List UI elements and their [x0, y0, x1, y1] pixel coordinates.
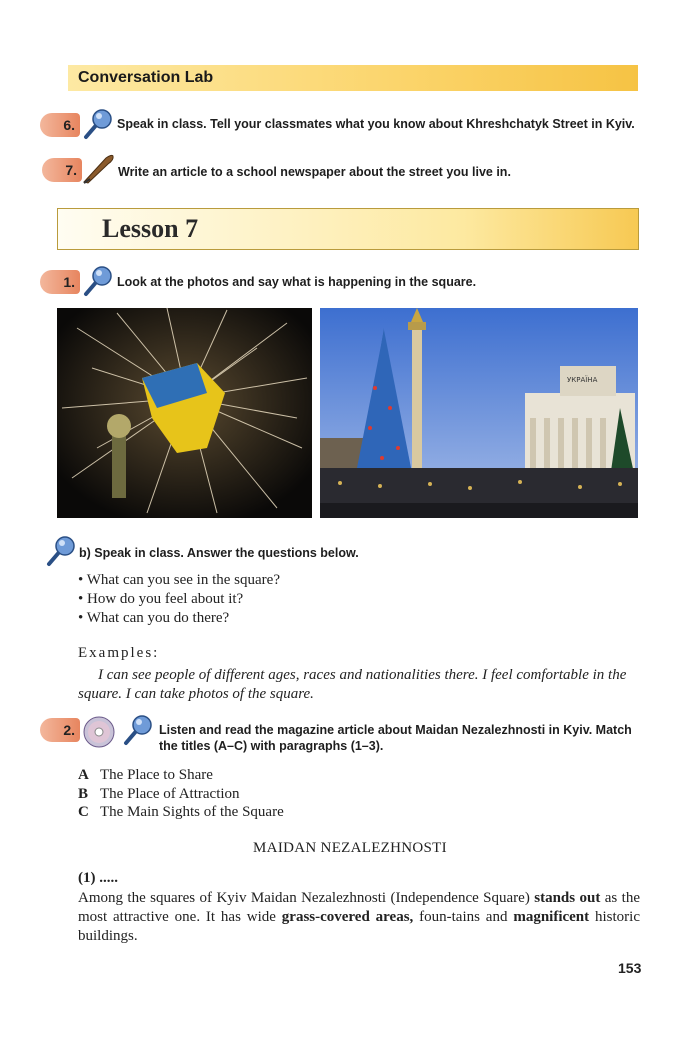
cd-disc-icon [82, 715, 116, 749]
task-number-badge: 7. [42, 158, 82, 182]
list-item: • What can you see in the square? [78, 572, 280, 588]
task-instruction: Speak in class. Tell your classmates what you know about Khreshchatyk Street in Kyiv. [117, 117, 635, 131]
microphone-icon [120, 713, 154, 747]
examples-text: I can see people of different ages, races and nationalities there. I feel comfortable in the square. I can take photos of the square. [78, 667, 627, 702]
building-sign-text: УКРАЇНА [567, 376, 598, 384]
photo-maidan-christmas-tree [320, 308, 638, 518]
quill-pen-icon [80, 152, 116, 186]
lesson-banner [57, 208, 639, 250]
exercise-instruction: Look at the photos and say what is happening in the square. [117, 275, 477, 289]
exercise-instruction: Listen and read the magazine article about Maidan Nezalezhnosti in Kyiv. Match the titles (A–C) with paragraphs (1–3). [159, 723, 632, 753]
article-paragraph: Among the squares of Kyiv Maidan Nezalezhnosti (Independence Square) stands out as the most attractive one. It has wide grass-covered areas, foun-tains and magnificent historic buildings. [78, 890, 640, 944]
photo-fireworks-flag [57, 308, 312, 518]
list-item: B The Place of Attraction [78, 785, 240, 802]
task-instruction: Write an article to a school newspaper about the street you live in. [118, 165, 511, 179]
list-item: A The Place to Share [78, 767, 213, 783]
microphone-icon [80, 264, 114, 298]
question-list [78, 571, 598, 628]
list-item: C The Main Sights of the Square [78, 804, 284, 820]
lesson-title: Lesson 7 [102, 214, 199, 243]
list-item: • What can you do there? [78, 610, 230, 626]
task-number-badge: 6. [40, 113, 80, 137]
exercise-number-badge: 2. [40, 718, 80, 742]
list-item: • How do you feel about it? [78, 591, 244, 607]
section-header [68, 65, 638, 91]
title-options-list [78, 766, 598, 822]
page-number: 153 [618, 960, 642, 976]
paragraph-label: (1) ..... [78, 870, 118, 886]
exercise-number-badge: 1. [40, 270, 80, 294]
microphone-icon [80, 107, 114, 141]
article-title: MAIDAN NEZALEZHNOSTI [253, 840, 447, 856]
microphone-icon [43, 534, 77, 568]
exercise-instruction: b) Speak in class. Answer the questions below. [79, 546, 359, 560]
examples-heading: Examples: [78, 645, 160, 661]
section-title: Conversation Lab [78, 69, 214, 86]
